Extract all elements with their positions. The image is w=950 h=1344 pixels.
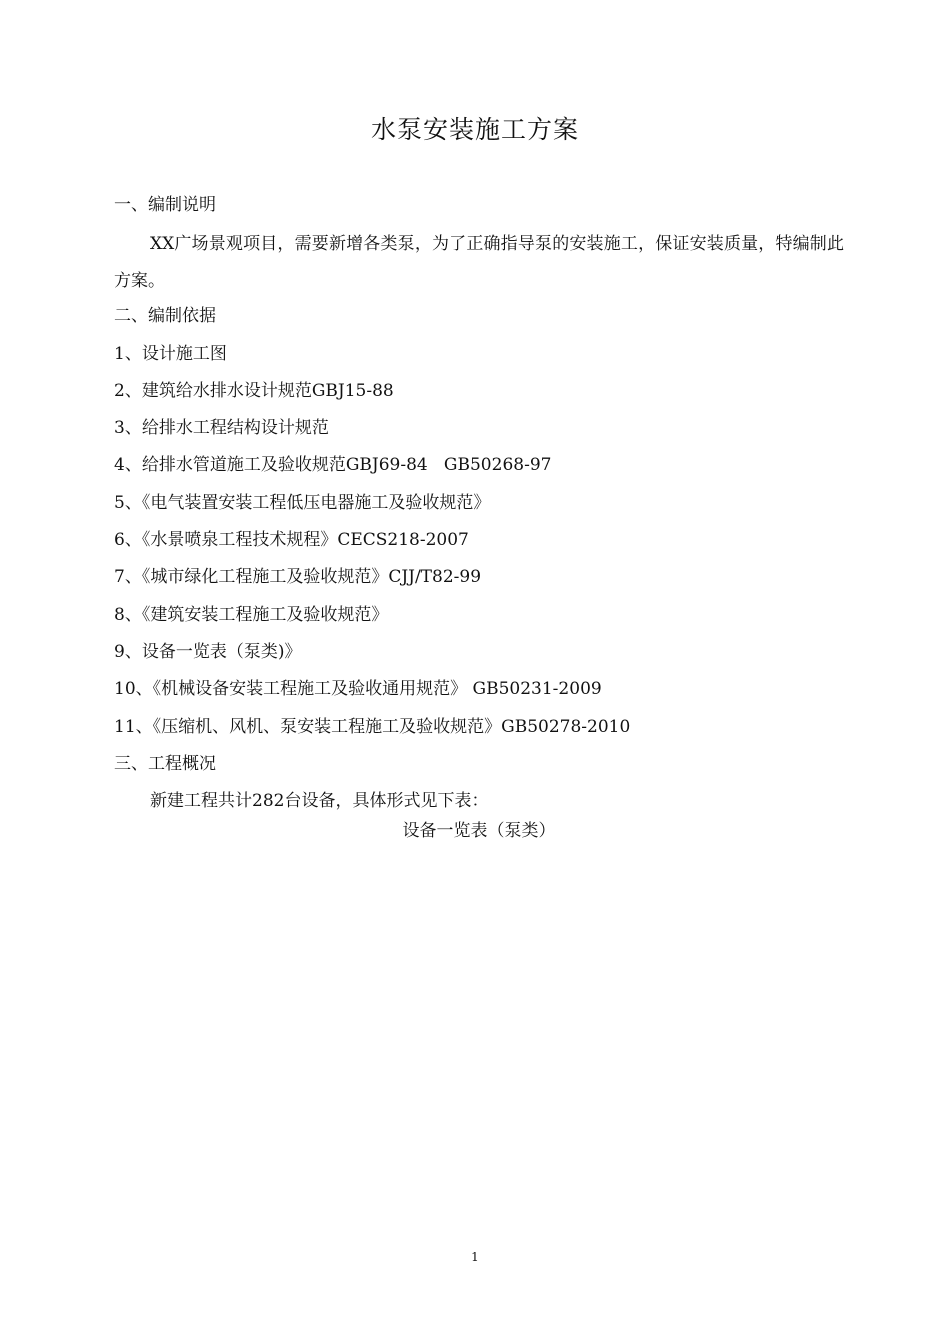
document-title: 水泵安装施工方案 [370, 115, 579, 144]
reference-item: 9、设备一览表（泵类)》 [114, 641, 302, 662]
project-overview-text: 新建工程共计282台设备，具体形式见下表： [150, 791, 489, 812]
section-heading-compilation-notes: 一、编制说明 [114, 195, 216, 215]
reference-item: 7、《城市绿化工程施工及验收规范》CJJ/T82-99 [114, 567, 482, 588]
reference-item: 1、设计施工图 [114, 343, 227, 364]
reference-item: 5、《电气装置安装工程低压电器施工及验收规范》 [114, 492, 491, 513]
table-caption: 设备一览表（泵类） [402, 821, 556, 842]
page-number: 1 [471, 1250, 479, 1264]
document-body [114, 189, 844, 846]
compilation-notes-paragraph-block [114, 226, 844, 300]
reference-item: 6、《水景喷泉工程技术规程》CECS218-2007 [114, 530, 469, 551]
reference-item: 3、给排水工程结构设计规范 [114, 418, 329, 439]
section-heading-compilation-basis: 二、编制依据 [114, 306, 216, 327]
compilation-notes-paragraph: XX广场景观项目，需要新增各类泵，为了正确指导泵的安装施工，保证安装质量，特编制此方案。 [114, 234, 844, 292]
reference-item: 8、《建筑安装工程施工及验收规范》 [114, 604, 389, 625]
reference-item: 10、《机械设备安装工程施工及验收通用规范》 GB50231-2009 [114, 679, 602, 700]
section-heading-project-overview: 三、工程概况 [114, 753, 216, 774]
reference-item: 4、给排水管道施工及验收规范GBJ69-84 GB50268-97 [114, 455, 552, 476]
reference-item: 2、建筑给水排水设计规范GBJ15-88 [114, 380, 394, 401]
reference-item: 11、《压缩机、风机、泵安装工程施工及验收规范》GB50278-2010 [114, 716, 631, 737]
